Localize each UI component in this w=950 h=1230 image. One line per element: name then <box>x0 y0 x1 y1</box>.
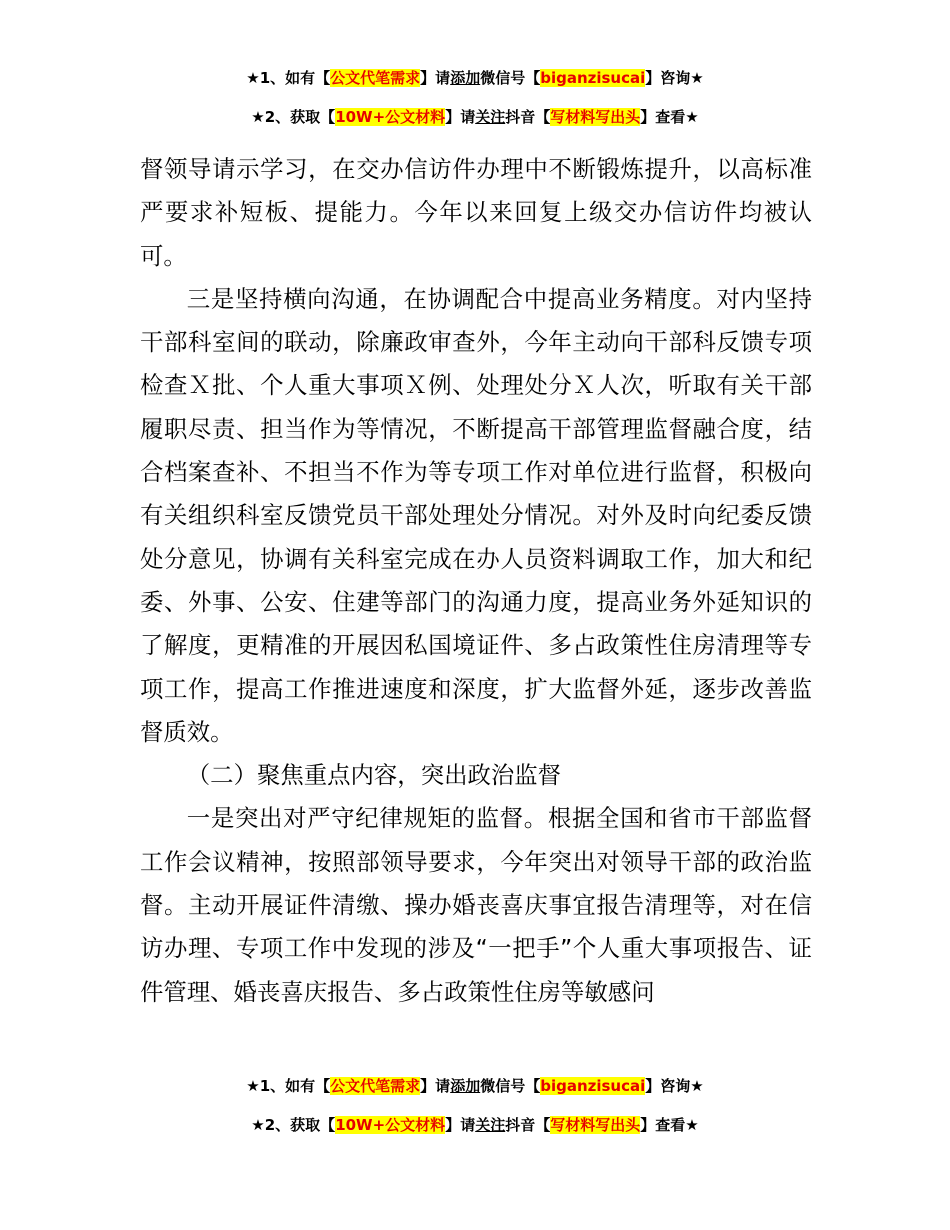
paragraph: 一是突出对严守纪律规矩的监督。根据全国和省市干部监督工作会议精神，按照部领导要求，今年突出对领导干部的政治监督。主动开展证件清缴、操办婚丧喜庆事宜报告清理等，对在信访办理、专项工作中发现的涉及“一把手”个人重大事项报告、证件管理、婚丧喜庆报告、多占政策性住房等敏感问 <box>140 804 812 1006</box>
footer-banner-line-1 <box>0 1076 950 1096</box>
banner-text: 】咨询★ <box>645 1077 704 1095</box>
banner-highlight: 公文代笔需求 <box>330 69 421 87</box>
banner-text: ★2、获取【 <box>251 108 336 126</box>
banner-text: 微信号【 <box>480 69 541 87</box>
banner-text: 抖音【 <box>505 1116 551 1134</box>
banner-text: ★1、如有【 <box>246 1077 331 1095</box>
banner-highlight: 公文代笔需求 <box>330 1077 421 1095</box>
document-body <box>140 148 812 1014</box>
banner-highlight: biganzisucai <box>540 1077 646 1095</box>
banner-underline: 关注 <box>475 1116 506 1134</box>
banner-underline: 添加 <box>450 69 481 87</box>
banner-text: 】请 <box>445 108 476 126</box>
footer-banner-line-2 <box>0 1115 950 1135</box>
banner-highlight: 写材料写出头 <box>550 108 641 126</box>
banner-underline: 关注 <box>475 108 506 126</box>
paragraph: 督领导请示学习，在交办信访件办理中不断锻炼提升，以高标准严要求补短板、提能力。今年以来回复上级交办信访件均被认可。 <box>140 155 812 270</box>
banner-text: 抖音【 <box>505 108 551 126</box>
paragraph: 三是坚持横向沟通，在协调配合中提高业务精度。对内坚持干部科室间的联动，除廉政审查外，今年主动向干部科反馈专项检查Ｘ批、个人重大事项Ｘ例、处理处分Ｘ人次，听取有关干部履职尽责、担当作为等情况，不断提高干部管理监督融合度，结合档案查补、不担当不作为等专项工作对单位进行监督，积极向有关组织科室反馈党员干部处理处分情况。对外及时向纪委反馈处分意见，协调有关科室完成在办人员资料调取工作，加大和纪委、外事、公安、住建等部门的沟通力度，提高业务外延知识的了解度，更精准的开展因私国境证件、多占政策性住房清理等专项工作，提高工作推进速度和深度，扩大监督外延，逐步改善监督质效。 <box>140 284 812 746</box>
section-heading: （二）聚焦重点内容，突出政治监督 <box>186 761 562 790</box>
banner-text: 】请 <box>445 1116 476 1134</box>
banner-text: 】查看★ <box>640 108 699 126</box>
banner-highlight: 10W+公文材料 <box>335 108 446 126</box>
banner-text: ★1、如有【 <box>246 69 331 87</box>
header-banner-line-1 <box>0 68 950 88</box>
banner-text: 】查看★ <box>640 1116 699 1134</box>
banner-highlight: biganzisucai <box>540 69 646 87</box>
banner-text: 】请 <box>420 69 451 87</box>
banner-highlight: 写材料写出头 <box>550 1116 641 1134</box>
banner-highlight: 10W+公文材料 <box>335 1116 446 1134</box>
banner-text: ★2、获取【 <box>251 1116 336 1134</box>
banner-text: 】咨询★ <box>645 69 704 87</box>
banner-underline: 添加 <box>450 1077 481 1095</box>
banner-text: 微信号【 <box>480 1077 541 1095</box>
header-banner-line-2 <box>0 107 950 127</box>
banner-text: 】请 <box>420 1077 451 1095</box>
